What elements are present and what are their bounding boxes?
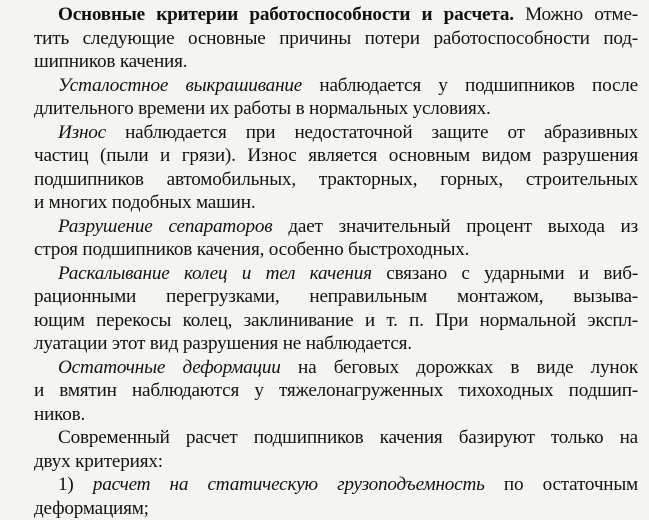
text-line: Износ наблюдается при недостаточной защите от абразивных — [10, 121, 638, 145]
term-ring-cracking: Раскалывание колец и тел качения — [58, 263, 372, 284]
text-line: тить следующие основные причины потери работоспособности под- — [10, 27, 638, 51]
document-page — [10, 3, 638, 520]
text-line: Современный расчет подшипников качения базируют только на — [10, 426, 638, 450]
text-line: строя подшипников качения, особенно быстроходных. — [10, 238, 638, 262]
paragraph-modern-calculation — [10, 426, 638, 473]
term-fatigue-pitting: Усталостное выкрашивание — [58, 75, 302, 96]
paragraph-residual-deformation — [10, 356, 638, 427]
text-line: ющим перекосы колец, заклинивание и т. п. При нормальной экспл- — [10, 309, 638, 333]
paragraph-fatigue-pitting — [10, 74, 638, 121]
paragraph-cage-failure — [10, 215, 638, 262]
term-static-capacity: расчет на статическую грузоподъемность — [93, 474, 485, 495]
term-residual-deformation: Остаточные деформации — [58, 357, 281, 378]
text-line: 1) расчет на статическую грузоподъемность по остаточным — [10, 473, 638, 497]
text-line: длительного времени их работы в нормальных условиях. — [10, 97, 638, 121]
text-line: и многих подобных машин. — [10, 191, 638, 215]
text-line: двух критериях: — [10, 450, 638, 474]
paragraph-ring-cracking — [10, 262, 638, 356]
text-line: Раскалывание колец и тел качения связано с ударными и виб- — [10, 262, 638, 286]
text-line: Основные критерии работоспособности и расчета. Можно отме- — [10, 3, 638, 27]
term-wear: Износ — [58, 122, 106, 143]
text-line: Усталостное выкрашивание наблюдается у подшипников после — [10, 74, 638, 98]
list-item-static-capacity — [10, 473, 638, 520]
paragraph-criteria-intro — [10, 3, 638, 74]
text-line: Остаточные деформации на беговых дорожках в виде лунок — [10, 356, 638, 380]
term-cage-failure: Разрушение сепараторов — [58, 216, 272, 237]
text-line: подшипников автомобильных, тракторных, горных, строительных — [10, 168, 638, 192]
text-line: луатации этот вид разрушения не наблюдается. — [10, 332, 638, 356]
text-line: и вмятин наблюдаются у тяжелонагруженных тихоходных подшип- — [10, 379, 638, 403]
text-line: Разрушение сепараторов дает значительный процент выхода из — [10, 215, 638, 239]
list-number: 1) — [58, 474, 74, 495]
text-line: частиц (пыли и грязи). Износ является основным видом разрушения — [10, 144, 638, 168]
text-line: деформациям; — [10, 497, 638, 520]
text-line: рационными перегрузками, неправильным монтажом, вызыва- — [10, 285, 638, 309]
text-line: шипников качения. — [10, 50, 638, 74]
paragraph-wear — [10, 121, 638, 215]
section-heading: Основные критерии работоспособности и расчета. — [58, 4, 514, 25]
text-line: ников. — [10, 403, 638, 427]
